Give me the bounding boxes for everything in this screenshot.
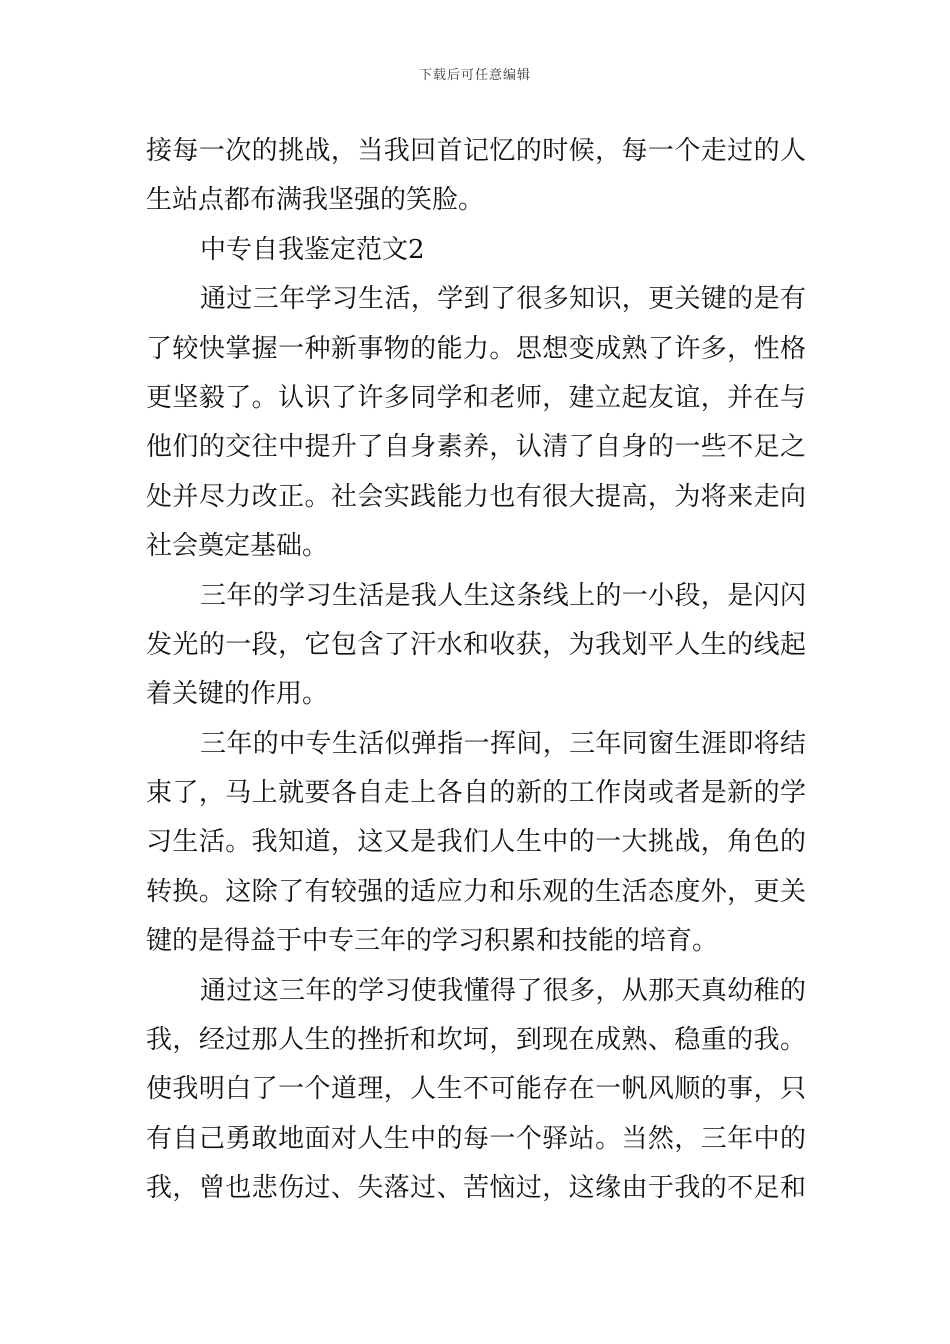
text-line: 有自己勇敢地面对人生中的每一个驿站。当然，三年中的 — [146, 1123, 806, 1154]
text-line: 我，曾也悲伤过、失落过、苦恼过，这缘由于我的不足和 — [146, 1173, 806, 1204]
page-header: 下载后可任意编辑 — [418, 68, 531, 83]
text-line: 通过这三年的学习使我懂得了很多，从那天真幼稚的 — [200, 975, 806, 1006]
text-line: 着关键的作用。 — [146, 679, 329, 710]
text-line: 处并尽力改正。社会实践能力也有很大提高，为将来走向 — [146, 481, 806, 512]
text-line: 束了，马上就要各自走上各自的新的工作岗或者是新的学 — [146, 778, 806, 809]
text-line: 更坚毅了。认识了许多同学和老师，建立起友谊，并在与 — [146, 382, 806, 413]
text-line: 接每一次的挑战，当我回首记忆的时候，每一个走过的人 — [146, 136, 806, 166]
text-line: 发光的一段，它包含了汗水和收获，为我划平人生的线起 — [146, 629, 806, 660]
text-line: 转换。这除了有较强的适应力和乐观的生活态度外，更关 — [146, 876, 806, 907]
text-line: 使我明白了一个道理，人生不可能存在一帆风顺的事，只 — [146, 1074, 806, 1105]
text-line: 生站点都布满我坚强的笑脸。 — [146, 185, 485, 216]
text-line: 了较快掌握一种新事物的能力。思想变成熟了许多，性格 — [146, 333, 806, 364]
document-body — [146, 127, 806, 1214]
text-line: 三年的学习生活是我人生这条线上的一小段，是闪闪 — [200, 580, 806, 611]
text-line: 社会奠定基础。 — [146, 531, 329, 562]
text-line: 通过三年学习生活，学到了很多知识，更关键的是有 — [200, 284, 806, 315]
text-line: 习生活。我知道，这又是我们人生中的一大挑战，角色的 — [146, 827, 806, 858]
section-heading: 中专自我鉴定范文2 — [200, 234, 425, 265]
text-line: 他们的交往中提升了自身素养，认清了自身的一些不足之 — [146, 432, 806, 463]
text-line: 三年的中专生活似弹指一挥间，三年同窗生涯即将结 — [200, 728, 806, 759]
text-line: 我，经过那人生的挫折和坎坷，到现在成熟、稳重的我。 — [146, 1025, 806, 1056]
text-line: 键的是得益于中专三年的学习积累和技能的培育。 — [146, 926, 719, 957]
